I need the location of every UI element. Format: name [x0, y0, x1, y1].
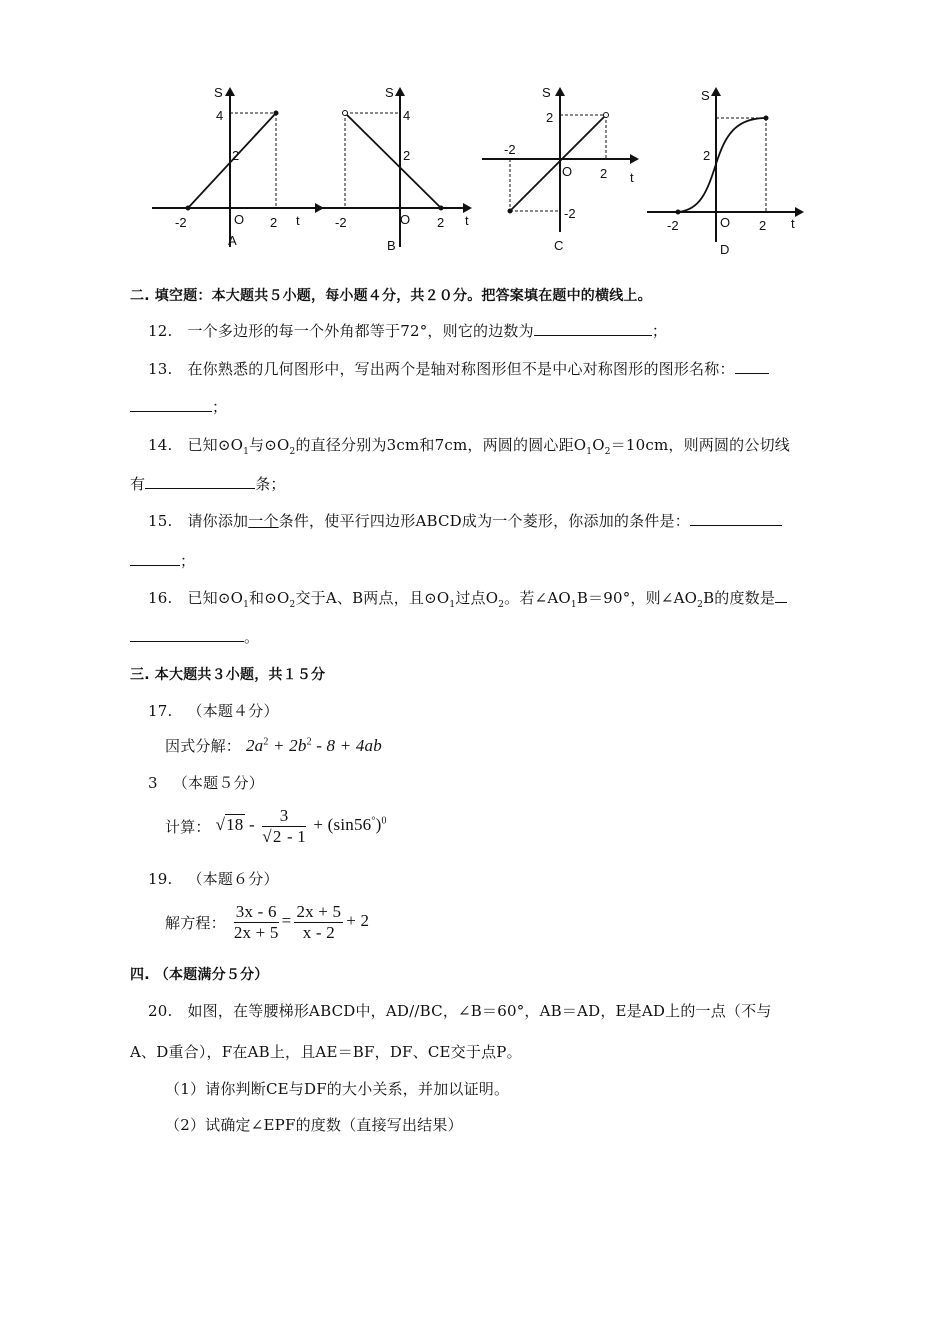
question-15-cont	[130, 550, 195, 571]
question-number: 12.	[148, 322, 173, 340]
question-text: 请你添加一个条件，使平行四边形ABCD成为一个菱形，你添加的条件是：	[187, 512, 690, 530]
graph-c	[480, 82, 650, 262]
origin-label: O	[562, 164, 573, 179]
answer-blank-cont[interactable]	[130, 627, 244, 642]
answer-blank[interactable]	[690, 511, 782, 526]
question-text: 已知$⊙O_1$与$⊙O_2$的直径分别为3cm和7cm，两圆的圆心距$O_1O_2=10cm$，则两圆的公切线	[187, 436, 790, 457]
graph-caption: D	[720, 242, 730, 257]
factor-expression: $2a^2 + 2b^2 - 8 + 4ab$	[245, 736, 382, 755]
question-label: 解方程：	[165, 914, 226, 932]
question-number: 13.	[148, 360, 173, 378]
question-text: 在你熟悉的几何图形中，写出两个是轴对称图形但不是中心对称图形的图形名称：	[187, 360, 735, 378]
s-axis-label: S	[214, 85, 223, 100]
s-axis-label: S	[701, 88, 710, 103]
question-points: （本题６分）	[187, 870, 279, 888]
question-text: 已知$⊙O_1$和$⊙O_2$交于A、B两点，且$⊙O_1$过点$O_2$。若$\angle AO_1B=90^\circ$，则$\angle AO_2B$的度数是	[187, 589, 776, 610]
question-20-part1: （1）请你判断CE与DF的大小关系，并加以证明。	[165, 1080, 510, 1098]
question-text: 有	[130, 475, 146, 493]
graph-caption: A	[228, 233, 237, 248]
question-15	[148, 510, 782, 531]
question-number: 17.	[148, 702, 173, 720]
tick-s2: 2	[403, 148, 411, 163]
question-tail: ；	[651, 322, 668, 340]
graph-caption: C	[554, 238, 564, 253]
t-axis-label: t	[296, 213, 300, 228]
tick-t-neg2: -2	[504, 142, 516, 157]
question-14	[148, 434, 790, 457]
t-axis-label: t	[465, 213, 469, 228]
tick-t2: 2	[600, 166, 608, 181]
graph-options	[140, 82, 820, 262]
question-19	[148, 868, 279, 889]
question-17	[148, 700, 279, 721]
question-16-cont	[130, 626, 259, 647]
origin-label: O	[234, 212, 245, 227]
tick-s4: 4	[216, 108, 224, 123]
graph-b	[315, 82, 485, 262]
tick-t2: 2	[270, 215, 278, 230]
question-points: （本题５分）	[172, 774, 264, 792]
question-17-body	[165, 735, 382, 756]
question-13	[148, 358, 769, 379]
answer-blank[interactable]	[735, 359, 769, 374]
question-number: 15.	[148, 512, 173, 530]
question-tail: 。	[244, 628, 260, 646]
answer-blank[interactable]	[775, 588, 787, 603]
question-20-part2: （2）试确定∠EPF的度数（直接写出结果）	[165, 1116, 463, 1134]
graph-caption: B	[387, 238, 396, 253]
question-number: 3	[148, 774, 158, 792]
equation: $\frac{3x - 6}{2x + 5}$ = $\frac{2x + 5}{x - 2}$ + 2	[233, 902, 370, 942]
question-14-cont	[130, 473, 286, 494]
question-tail: ；	[180, 552, 196, 570]
answer-blank[interactable]	[534, 321, 652, 336]
t-axis-label: t	[630, 170, 634, 185]
section2-heading: 二. 填空题：本大题共５小题，每小题４分，共２０分。把答案填在题中的横线上。	[130, 288, 652, 304]
tick-t2: 2	[437, 215, 445, 230]
question-text: 如图，在等腰梯形ABCD中，AD//BC，∠B＝60°，AB＝AD，E是AD上的一点（不与	[187, 1002, 772, 1020]
graph-d	[645, 82, 815, 262]
question-number: 20.	[148, 1002, 173, 1020]
tick-s-neg2: -2	[564, 206, 576, 221]
question-tail: ；	[212, 398, 228, 416]
question-16	[148, 587, 787, 610]
question-points: （本题４分）	[187, 702, 279, 720]
question-20-cont: A、D重合），F在AB上，且AE＝BF，DF、CE交于点P。	[130, 1043, 522, 1061]
question-13-cont	[130, 396, 227, 417]
question-12	[148, 320, 667, 341]
question-number: 14.	[148, 436, 173, 454]
tick-t-neg2: -2	[335, 215, 347, 230]
section3-heading: 三. 本大题共３小题，共１５分	[130, 667, 326, 683]
question-label: 计算：	[165, 818, 211, 836]
question-number: 16.	[148, 589, 173, 607]
graph-a	[150, 82, 320, 262]
tick-t-neg2: -2	[175, 215, 187, 230]
question-19-body	[165, 902, 369, 943]
tick-s2: 2	[232, 148, 240, 163]
tick-s2: 2	[703, 148, 711, 163]
tick-t2: 2	[759, 218, 767, 233]
s-axis-label: S	[385, 85, 394, 100]
tick-s4: 4	[403, 108, 411, 123]
tick-s2: 2	[546, 110, 554, 125]
question-label: 因式分解：	[165, 737, 242, 755]
question-18-body	[165, 806, 387, 847]
question-number: 19.	[148, 870, 173, 888]
origin-label: O	[400, 212, 411, 227]
question-18	[148, 772, 264, 793]
t-axis-label: t	[791, 216, 795, 231]
answer-blank[interactable]	[145, 474, 255, 489]
compute-expression: √18 - $\frac{3}{√2 - 1}$ + $(\sin 56^\circ)^0$	[215, 806, 387, 846]
question-text: 一个多边形的每一个外角都等于72°，则它的边数为	[187, 322, 534, 340]
s-axis-label: S	[542, 85, 551, 100]
section4-heading: 四. （本题满分５分）	[130, 967, 269, 983]
question-20	[148, 1000, 772, 1021]
tick-t-neg2: -2	[667, 218, 679, 233]
answer-blank-cont[interactable]	[130, 397, 212, 412]
answer-blank-cont[interactable]	[130, 551, 180, 566]
question-tail: 条；	[255, 475, 286, 493]
origin-label: O	[720, 215, 731, 230]
